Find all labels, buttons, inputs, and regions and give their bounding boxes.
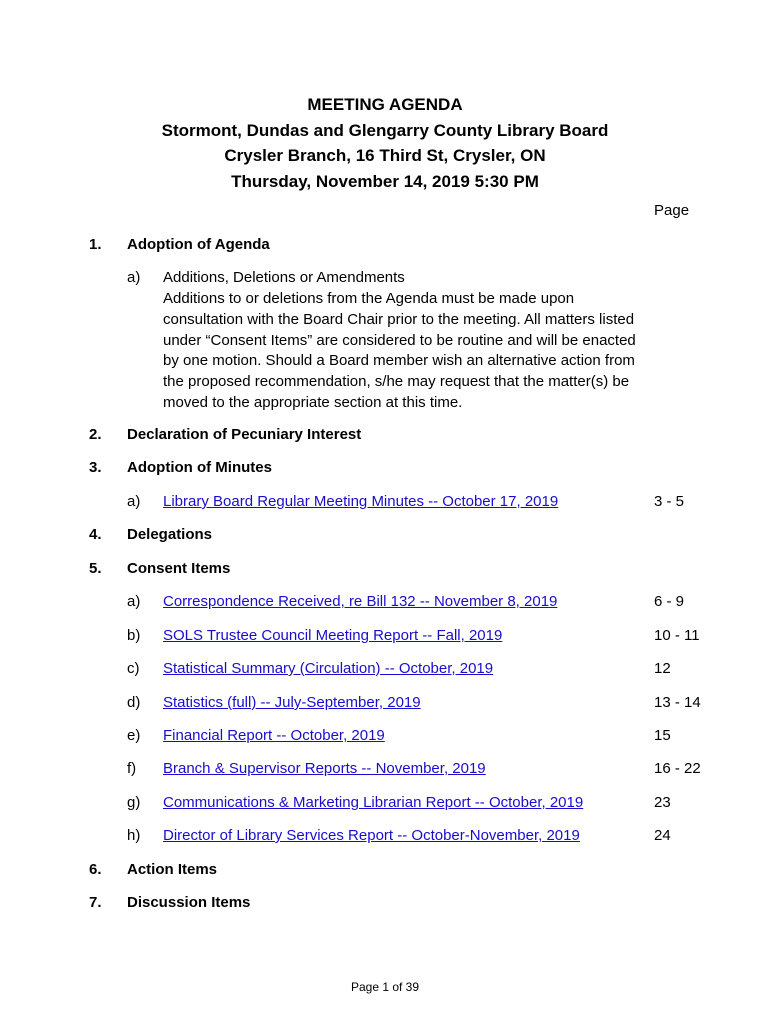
item-title: Additions, Deletions or Amendments xyxy=(163,269,405,286)
section-number: 3. xyxy=(89,459,102,476)
consent-item-link[interactable]: Correspondence Received, re Bill 132 -- November 8, 2019 xyxy=(163,593,558,610)
item-description: Additions to or deletions from the Agenda must be made upon consultation with the Board Chair prior to the meeting. All matters listed under “Consent Items” are considered to be routine and will be enacted by one motion. Should a Board member wish an alternative action from the proposed recommendation, s/he may request that the matter(s) be moved to the appropriate section at this time. xyxy=(163,290,636,411)
section-heading: Consent Items xyxy=(127,560,231,577)
section-number: 7. xyxy=(89,894,102,911)
section-heading: Adoption of Minutes xyxy=(127,459,272,476)
item-letter: a) xyxy=(127,493,141,510)
item-pages: 3 - 5 xyxy=(654,493,685,510)
section-number: 2. xyxy=(89,426,102,443)
consent-item-link[interactable]: Branch & Supervisor Reports -- November, 2019 xyxy=(163,760,486,777)
section-number: 5. xyxy=(89,560,102,577)
item-pages: 10 - 11 xyxy=(654,627,700,644)
page-footer: Page 1 of 39 xyxy=(350,980,420,994)
item-pages: 15 xyxy=(654,727,671,744)
item-letter: g) xyxy=(127,794,141,811)
consent-item-link[interactable]: Director of Library Services Report -- October-November, 2019 xyxy=(163,827,580,844)
item-pages: 6 - 9 xyxy=(654,593,685,610)
section-heading: Action Items xyxy=(127,861,218,878)
minutes-link[interactable]: Library Board Regular Meeting Minutes -- October 17, 2019 xyxy=(163,493,559,510)
section-heading: Adoption of Agenda xyxy=(127,236,270,253)
board-name: Stormont, Dundas and Glengarry County Library Board xyxy=(161,120,609,140)
item-letter: a) xyxy=(127,269,141,286)
item-pages: 13 - 14 xyxy=(654,694,701,711)
item-letter: b) xyxy=(127,627,141,644)
item-pages: 24 xyxy=(654,827,671,844)
consent-item-link[interactable]: SOLS Trustee Council Meeting Report -- Fall, 2019 xyxy=(163,627,503,644)
item-pages: 16 - 22 xyxy=(654,760,701,777)
section-number: 4. xyxy=(89,526,102,543)
meeting-location: Crysler Branch, 16 Third St, Crysler, ON xyxy=(224,146,546,165)
section-heading: Declaration of Pecuniary Interest xyxy=(127,426,362,443)
item-letter: c) xyxy=(127,660,140,677)
section-number: 6. xyxy=(89,861,102,878)
item-letter: a) xyxy=(127,593,141,610)
item-letter: e) xyxy=(127,727,141,744)
consent-item-link[interactable]: Financial Report -- October, 2019 xyxy=(163,727,385,744)
item-pages: 23 xyxy=(654,794,671,811)
item-letter: d) xyxy=(127,694,141,711)
item-letter: h) xyxy=(127,827,141,844)
agenda-title: MEETING AGENDA xyxy=(307,95,463,114)
section-heading: Delegations xyxy=(127,526,213,543)
agenda-title-block xyxy=(0,92,770,194)
meeting-datetime: Thursday, November 14, 2019 5:30 PM xyxy=(231,171,539,191)
page-column-header: Page xyxy=(654,202,690,219)
item-letter: f) xyxy=(127,760,137,777)
section-heading: Discussion Items xyxy=(127,894,251,911)
section-number: 1. xyxy=(89,236,102,253)
consent-item-link[interactable]: Communications & Marketing Librarian Report -- October, 2019 xyxy=(163,794,584,811)
item-pages: 12 xyxy=(654,660,671,677)
consent-item-link[interactable]: Statistics (full) -- July-September, 2019 xyxy=(163,694,421,711)
consent-item-link[interactable]: Statistical Summary (Circulation) -- October, 2019 xyxy=(163,660,494,677)
